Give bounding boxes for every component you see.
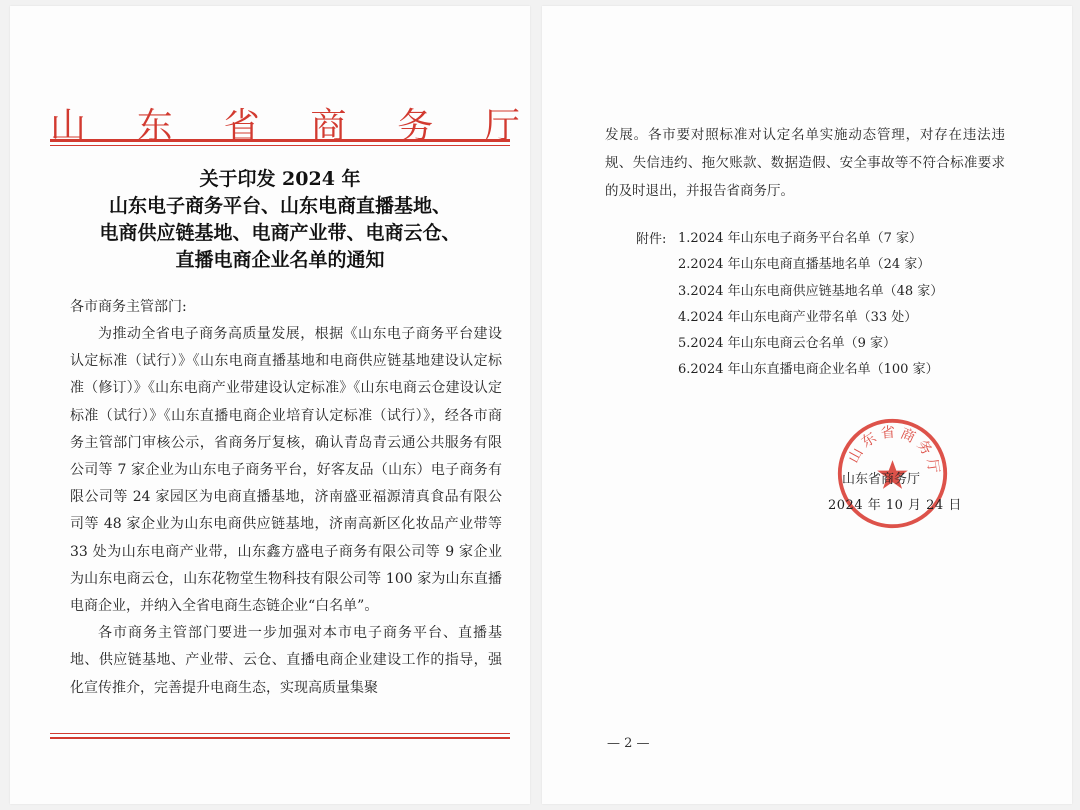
header-char: 厅: [483, 106, 520, 147]
header-char: 商: [310, 106, 347, 147]
attachment-item: 3.2024 年山东电商供应链基地名单（48 家）: [678, 283, 944, 299]
footer-divider: [50, 737, 510, 739]
attachments-list: [678, 226, 943, 384]
page-number: — 2 —: [607, 736, 650, 751]
title-line: 关于印发 2024 年: [199, 168, 361, 190]
header-char: 东: [136, 106, 173, 147]
issue-date: 2024 年 10 月 24 日: [828, 498, 962, 513]
body-text: [70, 321, 502, 702]
document-page-2: [542, 6, 1072, 804]
title-line: 直播电商企业名单的通知: [175, 249, 385, 271]
header-char: 山: [50, 106, 87, 147]
footer-divider-thin: [50, 733, 510, 734]
continuation-paragraph: 发展。各市要对照标准对认定名单实施动态管理，对存在违法违规、失信违约、拖欠账款、数据造假、安全事故等不符合标准要求的及时退出，并报告省商务厅。: [605, 127, 1005, 199]
header-char: 务: [397, 106, 434, 147]
body-paragraph: 为推动全省电子商务高质量发展，根据《山东电子商务平台建设认定标准（试行）》《山东电商直播基地和电商供应链基地建设认定标准（修订）》《山东电商产业带建设认定标准》《山东电商云仓建设认定标准（试行）》《山东直播电商企业培育认定标准（试行）》，经各市商务主管部门审核公示，省商务厅复核，确认青岛青云通公共服务有限公司等 7 家企业为山东电子商务平台，好客友品（山东）电子商务有限公司等 24 家园区为电商直播基地，济南盛亚福源清真食品有限公司等 48 家企业为山东电商供应链基地，济南高新区化妆品产业带等 33 处为山东电商产业带，山东鑫方盛电子商务有限公司等 9 家企业为山东电商云仓，山东花物堂生物科技有限公司等 100 家为山东直播电商企业，并纳入全省电商生态链企业“白名单”。: [70, 326, 502, 615]
header-char: 省: [223, 106, 260, 147]
salutation: 各市商务主管部门:: [70, 299, 187, 315]
title-line: 电商供应链基地、电商产业带、电商云仓、: [99, 222, 461, 244]
attachment-item: 2.2024 年山东电商直播基地名单（24 家）: [678, 257, 931, 273]
attachments-label: 附件:: [636, 232, 667, 247]
document-title: [50, 166, 510, 274]
document-page-1: [10, 6, 530, 804]
attachment-item: 6.2024 年山东直播电商企业名单（100 家）: [678, 362, 939, 378]
attachment-item: 5.2024 年山东电商云仓名单（9 家）: [678, 336, 897, 352]
header-divider: [50, 139, 510, 142]
header-divider-thin: [50, 145, 510, 146]
issuer-name: 山东省商务厅: [842, 472, 921, 487]
attachment-item: 1.2024 年山东电子商务平台名单（7 家）: [678, 231, 923, 246]
title-line: 山东电子商务平台、山东电商直播基地、: [108, 195, 451, 217]
svg-text:山东省商务厅: 山东省商务厅: [845, 424, 942, 479]
attachment-item: 4.2024 年山东电商产业带名单（33 处）: [678, 309, 918, 325]
body-paragraph: 各市商务主管部门要进一步加强对本市电子商务平台、直播基地、供应链基地、产业带、云仓、直播电商企业建设工作的指导，强化宣传推介，完善提升电商生态，实现高质量集聚: [70, 625, 502, 696]
